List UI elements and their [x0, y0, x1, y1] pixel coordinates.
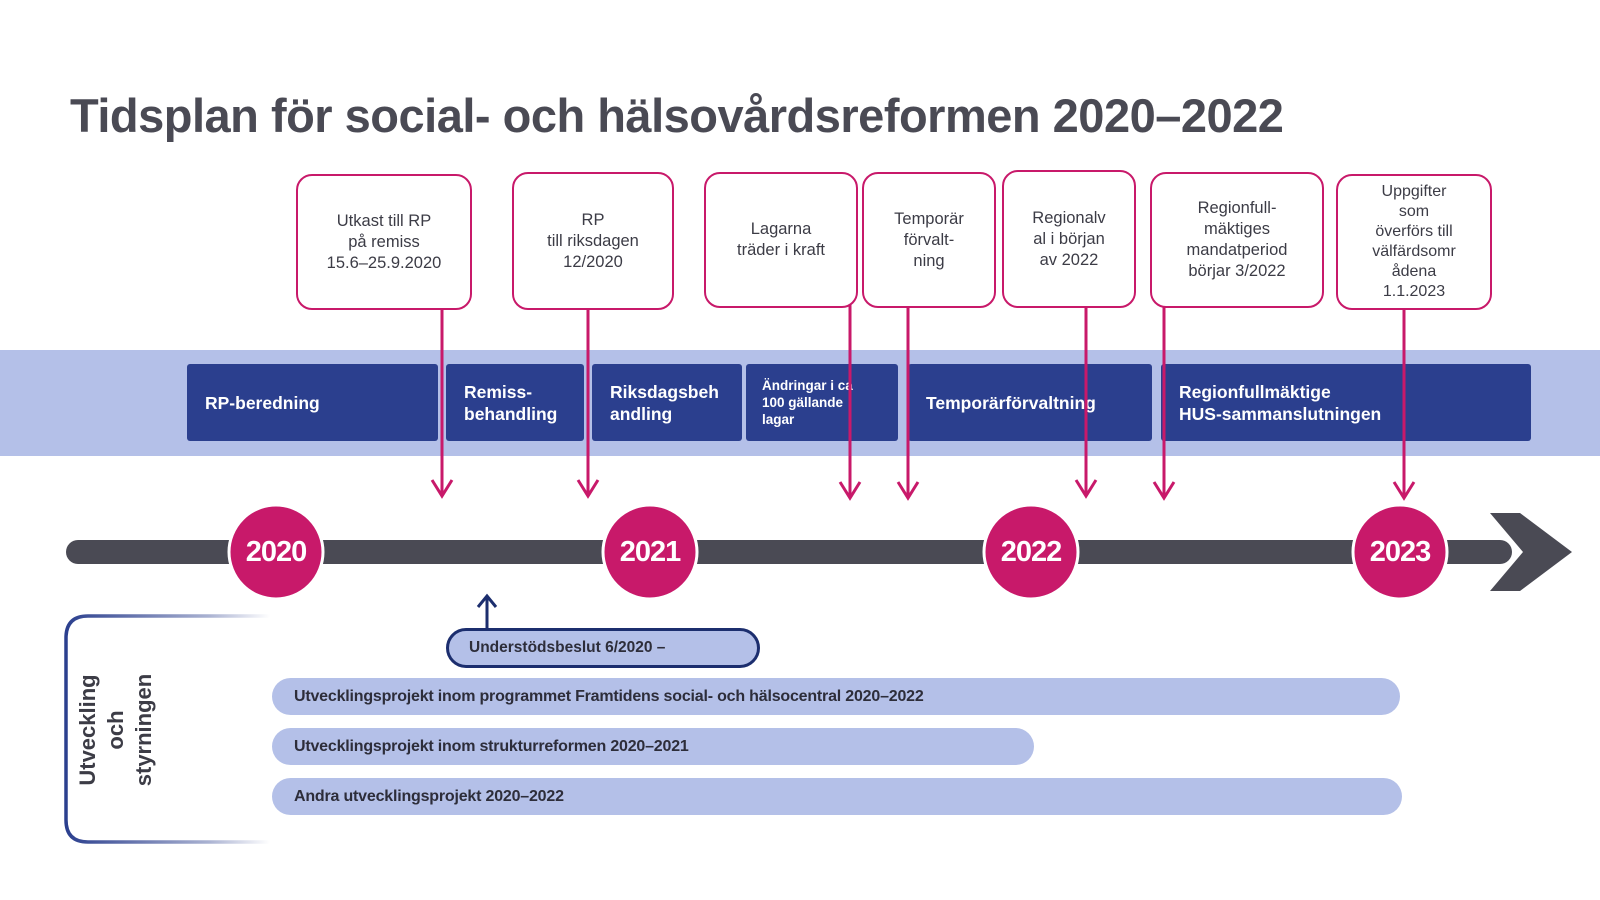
phase-regionfullmaktige: Regionfullmäktige HUS-sammanslutningen [1161, 364, 1531, 441]
project-framtidens-central: Utvecklingsprojekt inom programmet Framtidens social- och hälsocentral 2020–2022 [272, 678, 1400, 715]
section-label-text: Utveckling och styrningen [75, 673, 156, 787]
callout-temporar: Temporär förvalt- ning [862, 172, 996, 308]
callout-lagar: Lagarna träder i kraft [704, 172, 858, 308]
phase-rp-beredning: RP-beredning [187, 364, 438, 441]
phase-lagandringar: Ändringar i ca 100 gällande lagar [746, 364, 898, 441]
project-andra: Andra utvecklingsprojekt 2020–2022 [272, 778, 1402, 815]
section-label-development [56, 640, 176, 820]
year-label-2023: 2023 [1369, 535, 1431, 568]
support-decision: Understödsbeslut 6/2020 – [446, 628, 760, 668]
year-label-2020: 2020 [245, 535, 307, 568]
year-label-2022: 2022 [1000, 535, 1062, 568]
phase-riksdagsbehandling: Riksdagsbeh andling [592, 364, 742, 441]
page-title: Tidsplan för social- och hälsovårdsreformen 2020–2022 [70, 89, 1284, 142]
project-strukturreformen: Utvecklingsprojekt inom strukturreformen 2020–2021 [272, 728, 1034, 765]
phase-remissbehandling: Remiss- behandling [446, 364, 584, 441]
phase-temporar-forvaltning: Temporärförvaltning [908, 364, 1152, 441]
year-label-2021: 2021 [619, 535, 681, 568]
callout-mandatperiod: Regionfull- mäktiges mandatperiod börjar 3/2022 [1150, 172, 1324, 308]
callout-riksdagen: RP till riksdagen 12/2020 [512, 172, 674, 310]
callout-regionalval: Regionalv al i början av 2022 [1002, 170, 1136, 308]
callout-remiss: Utkast till RP på remiss 15.6–25.9.2020 [296, 174, 472, 310]
callout-overfors: Uppgifter som överförs till välfärdsomr ådena 1.1.2023 [1336, 174, 1492, 310]
